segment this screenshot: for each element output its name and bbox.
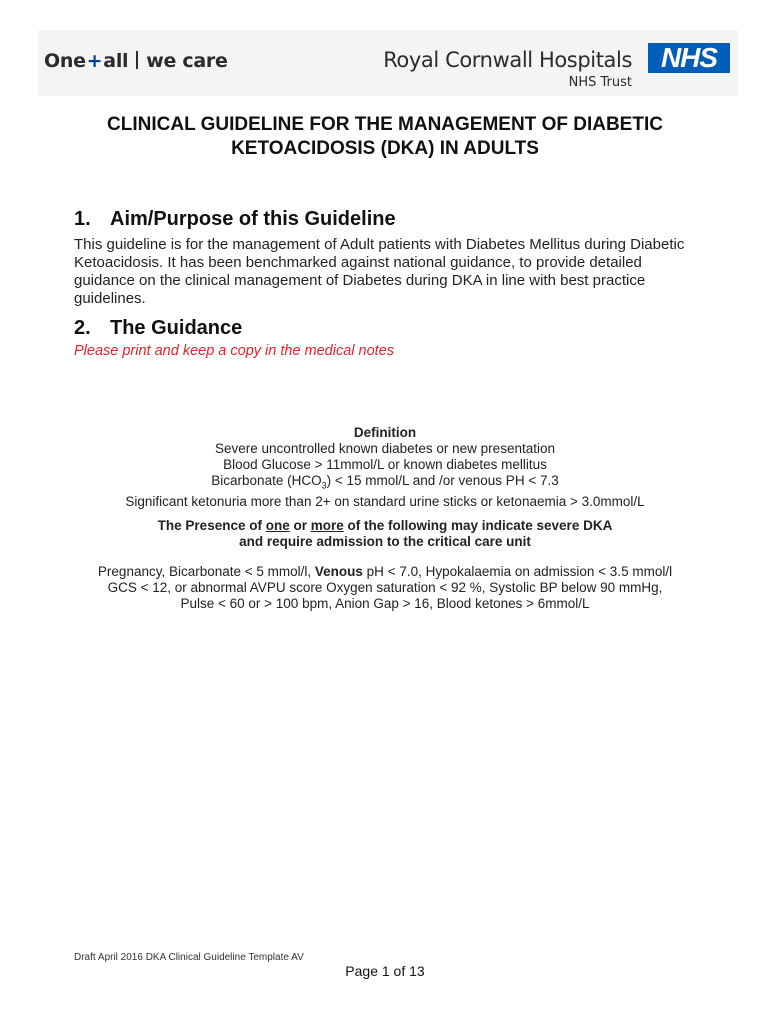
brand-plus: +: [86, 50, 103, 72]
section-2-number: 2.: [74, 317, 91, 339]
print-note: Please print and keep a copy in the medical notes: [74, 343, 395, 359]
org-name: Royal Cornwall Hospitals: [383, 48, 632, 72]
presence-part-1: The Presence of: [157, 518, 266, 533]
criteria-line-1-pre: Pregnancy, Bicarbonate < 5 mmol/l,: [97, 564, 315, 579]
brand-care: we care: [146, 50, 228, 72]
trust-brand-logo: [44, 50, 228, 72]
section-1-body: This guideline is for the management of Adult patients with Diabetes Mellitus during Diabetic Ketoacidosis. It has been benchmarked against national guidance, to provide detailed guidance on the clinical management of Diabetes during DKA in line with best practice guidelines.: [74, 236, 685, 307]
organisation-name: [383, 48, 632, 90]
criteria-line-1-post: pH < 7.0, Hypokalaemia on admission < 3.5 mmol/l: [362, 564, 673, 579]
definition-line-3-pre: Bicarbonate (HCO: [211, 473, 322, 488]
title-line-1: CLINICAL GUIDELINE FOR THE MANAGEMENT OF DIABETIC: [107, 114, 663, 135]
brand-all: all: [103, 50, 129, 72]
section-1-title: Aim/Purpose of this Guideline: [110, 208, 396, 230]
presence-one: one: [265, 518, 290, 533]
footer-draft-note: Draft April 2016 DKA Clinical Guideline Template AV: [74, 952, 304, 963]
criteria-line-1-bold: Venous: [314, 564, 363, 579]
presence-block: [40, 518, 730, 550]
title-line-2: KETOACIDOSIS (DKA) IN ADULTS: [231, 138, 539, 159]
definition-line-3-sub: 3: [321, 480, 327, 491]
section-2-heading: [74, 317, 242, 340]
presence-part-2: of the following may indicate severe DKA: [343, 518, 613, 533]
criteria-line-2: GCS < 12, or abnormal AVPU score Oxygen saturation < 92 %, Systolic BP below 90 mmHg,: [107, 580, 663, 595]
brand-divider: [136, 51, 138, 69]
definition-line-3: [40, 473, 730, 494]
presence-more: more: [310, 518, 344, 533]
definition-line-2: Blood Glucose > 11mmol/L or known diabetes mellitus: [223, 457, 547, 472]
definition-line-1: Severe uncontrolled known diabetes or new presentation: [215, 441, 555, 456]
document-title: [40, 113, 730, 161]
criteria-line-1: [40, 564, 730, 580]
presence-or: or: [289, 518, 311, 533]
definition-line-4: Significant ketonuria more than 2+ on standard urine sticks or ketonaemia > 3.0mmol/L: [125, 493, 645, 509]
brand-one: One: [44, 50, 86, 72]
page-number: Page 1 of 13: [345, 963, 425, 979]
section-1-heading: [74, 208, 396, 231]
presence-line-2: and require admission to the critical care unit: [239, 534, 531, 549]
section-1-number: 1.: [74, 208, 91, 230]
org-subtitle: NHS Trust: [568, 75, 632, 90]
nhs-logo: NHS: [648, 43, 730, 73]
presence-line-1: [40, 518, 730, 534]
criteria-block: [40, 564, 730, 612]
definition-block: [40, 425, 730, 510]
section-2-title: The Guidance: [110, 317, 243, 339]
definition-heading: Definition: [353, 425, 417, 440]
definition-line-3-post: ) < 15 mmol/L and /or venous PH < 7.3: [326, 473, 559, 488]
criteria-line-3: Pulse < 60 or > 100 bpm, Anion Gap > 16, Blood ketones > 6mmol/L: [180, 596, 590, 611]
